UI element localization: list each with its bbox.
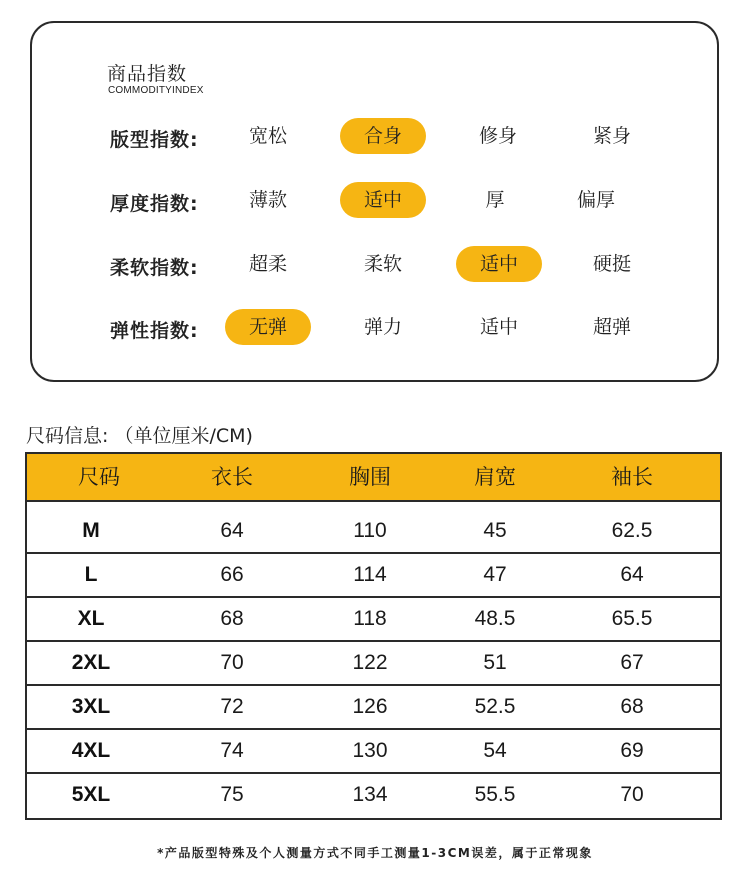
measurement-cell: 75 bbox=[220, 783, 244, 806]
measurement-cell: 70 bbox=[220, 651, 244, 674]
measurement-cell: 68 bbox=[220, 607, 244, 630]
table-row bbox=[27, 686, 720, 730]
index-option: 厚 bbox=[485, 189, 505, 211]
table-row bbox=[27, 510, 720, 554]
index-option: 宽松 bbox=[248, 125, 287, 147]
measurement-cell: 48.5 bbox=[474, 607, 516, 630]
measurement-cell: 47 bbox=[483, 563, 507, 586]
measurement-cell: 118 bbox=[353, 607, 387, 630]
index-row-label: 版型指数: bbox=[110, 129, 199, 151]
size-label-cell: M bbox=[82, 519, 100, 542]
commodity-index-title: 商品指数 bbox=[107, 63, 188, 85]
measurement-cell: 74 bbox=[220, 739, 244, 762]
table-row bbox=[27, 774, 720, 818]
index-row-fit bbox=[32, 116, 721, 156]
size-table-header bbox=[27, 454, 720, 502]
index-option-selected: 适中 bbox=[456, 246, 542, 282]
size-label-cell: L bbox=[84, 563, 98, 586]
index-row-thickness bbox=[32, 180, 721, 220]
measurement-cell: 52.5 bbox=[474, 695, 516, 718]
measurement-cell: 45 bbox=[483, 519, 507, 542]
measurement-cell: 70 bbox=[620, 783, 644, 806]
measurement-cell: 110 bbox=[353, 519, 387, 542]
measurement-cell: 68 bbox=[620, 695, 644, 718]
index-option-selected: 无弹 bbox=[225, 309, 311, 345]
header-cell: 肩宽 bbox=[474, 465, 516, 489]
index-option: 柔软 bbox=[363, 253, 402, 275]
index-option-selected: 合身 bbox=[340, 118, 426, 154]
measurement-cell: 67 bbox=[620, 651, 644, 674]
measurement-cell: 64 bbox=[220, 519, 244, 542]
table-row bbox=[27, 730, 720, 774]
measurement-cell: 134 bbox=[352, 783, 388, 806]
size-info-caption: 尺码信息: （单位厘米/CM) bbox=[26, 425, 253, 447]
commodity-index-card bbox=[30, 21, 719, 382]
measurement-cell: 55.5 bbox=[474, 783, 516, 806]
measurement-cell: 66 bbox=[220, 563, 244, 586]
index-row-elasticity bbox=[32, 307, 721, 347]
index-option: 弹力 bbox=[363, 316, 402, 338]
measurement-cell: 126 bbox=[352, 695, 388, 718]
commodity-index-subtitle: COMMODITYINDEX bbox=[108, 85, 204, 96]
size-label-cell: XL bbox=[77, 607, 105, 630]
size-label-cell: 4XL bbox=[71, 739, 111, 762]
size-label-cell: 2XL bbox=[71, 651, 111, 674]
header-cell: 袖长 bbox=[611, 465, 653, 489]
index-row-label: 厚度指数: bbox=[110, 193, 199, 215]
measurement-cell: 72 bbox=[220, 695, 244, 718]
index-option: 硬挺 bbox=[592, 253, 631, 275]
measurement-cell: 65.5 bbox=[611, 607, 653, 630]
index-option: 紧身 bbox=[592, 125, 631, 147]
header-cell: 衣长 bbox=[211, 465, 253, 489]
table-row bbox=[27, 642, 720, 686]
measurement-cell: 69 bbox=[620, 739, 644, 762]
index-option: 超弹 bbox=[592, 316, 631, 338]
measurement-cell: 62.5 bbox=[611, 519, 653, 542]
index-option: 适中 bbox=[479, 316, 518, 338]
size-label-cell: 5XL bbox=[71, 783, 111, 806]
index-option: 薄款 bbox=[248, 189, 287, 211]
header-cell: 尺码 bbox=[78, 465, 120, 489]
measurement-cell: 130 bbox=[352, 739, 388, 762]
measurement-cell: 54 bbox=[483, 739, 507, 762]
index-row-softness bbox=[32, 244, 721, 284]
index-option: 超柔 bbox=[248, 253, 287, 275]
table-row bbox=[27, 598, 720, 642]
header-cell: 胸围 bbox=[349, 465, 391, 489]
size-table bbox=[25, 452, 722, 820]
size-label-cell: 3XL bbox=[71, 695, 111, 718]
measurement-cell: 51 bbox=[483, 651, 507, 674]
index-row-label: 弹性指数: bbox=[110, 320, 199, 342]
index-option: 偏厚 bbox=[576, 189, 615, 211]
measurement-cell: 64 bbox=[620, 563, 644, 586]
index-option-selected: 适中 bbox=[340, 182, 426, 218]
measurement-cell: 122 bbox=[352, 651, 388, 674]
index-option: 修身 bbox=[478, 125, 517, 147]
table-row bbox=[27, 554, 720, 598]
index-row-label: 柔软指数: bbox=[110, 257, 199, 279]
measurement-cell: 114 bbox=[353, 563, 387, 586]
measurement-footnote: *产品版型特殊及个人测量方式不同手工测量1-3CM误差，属于正常现象 bbox=[157, 846, 593, 860]
